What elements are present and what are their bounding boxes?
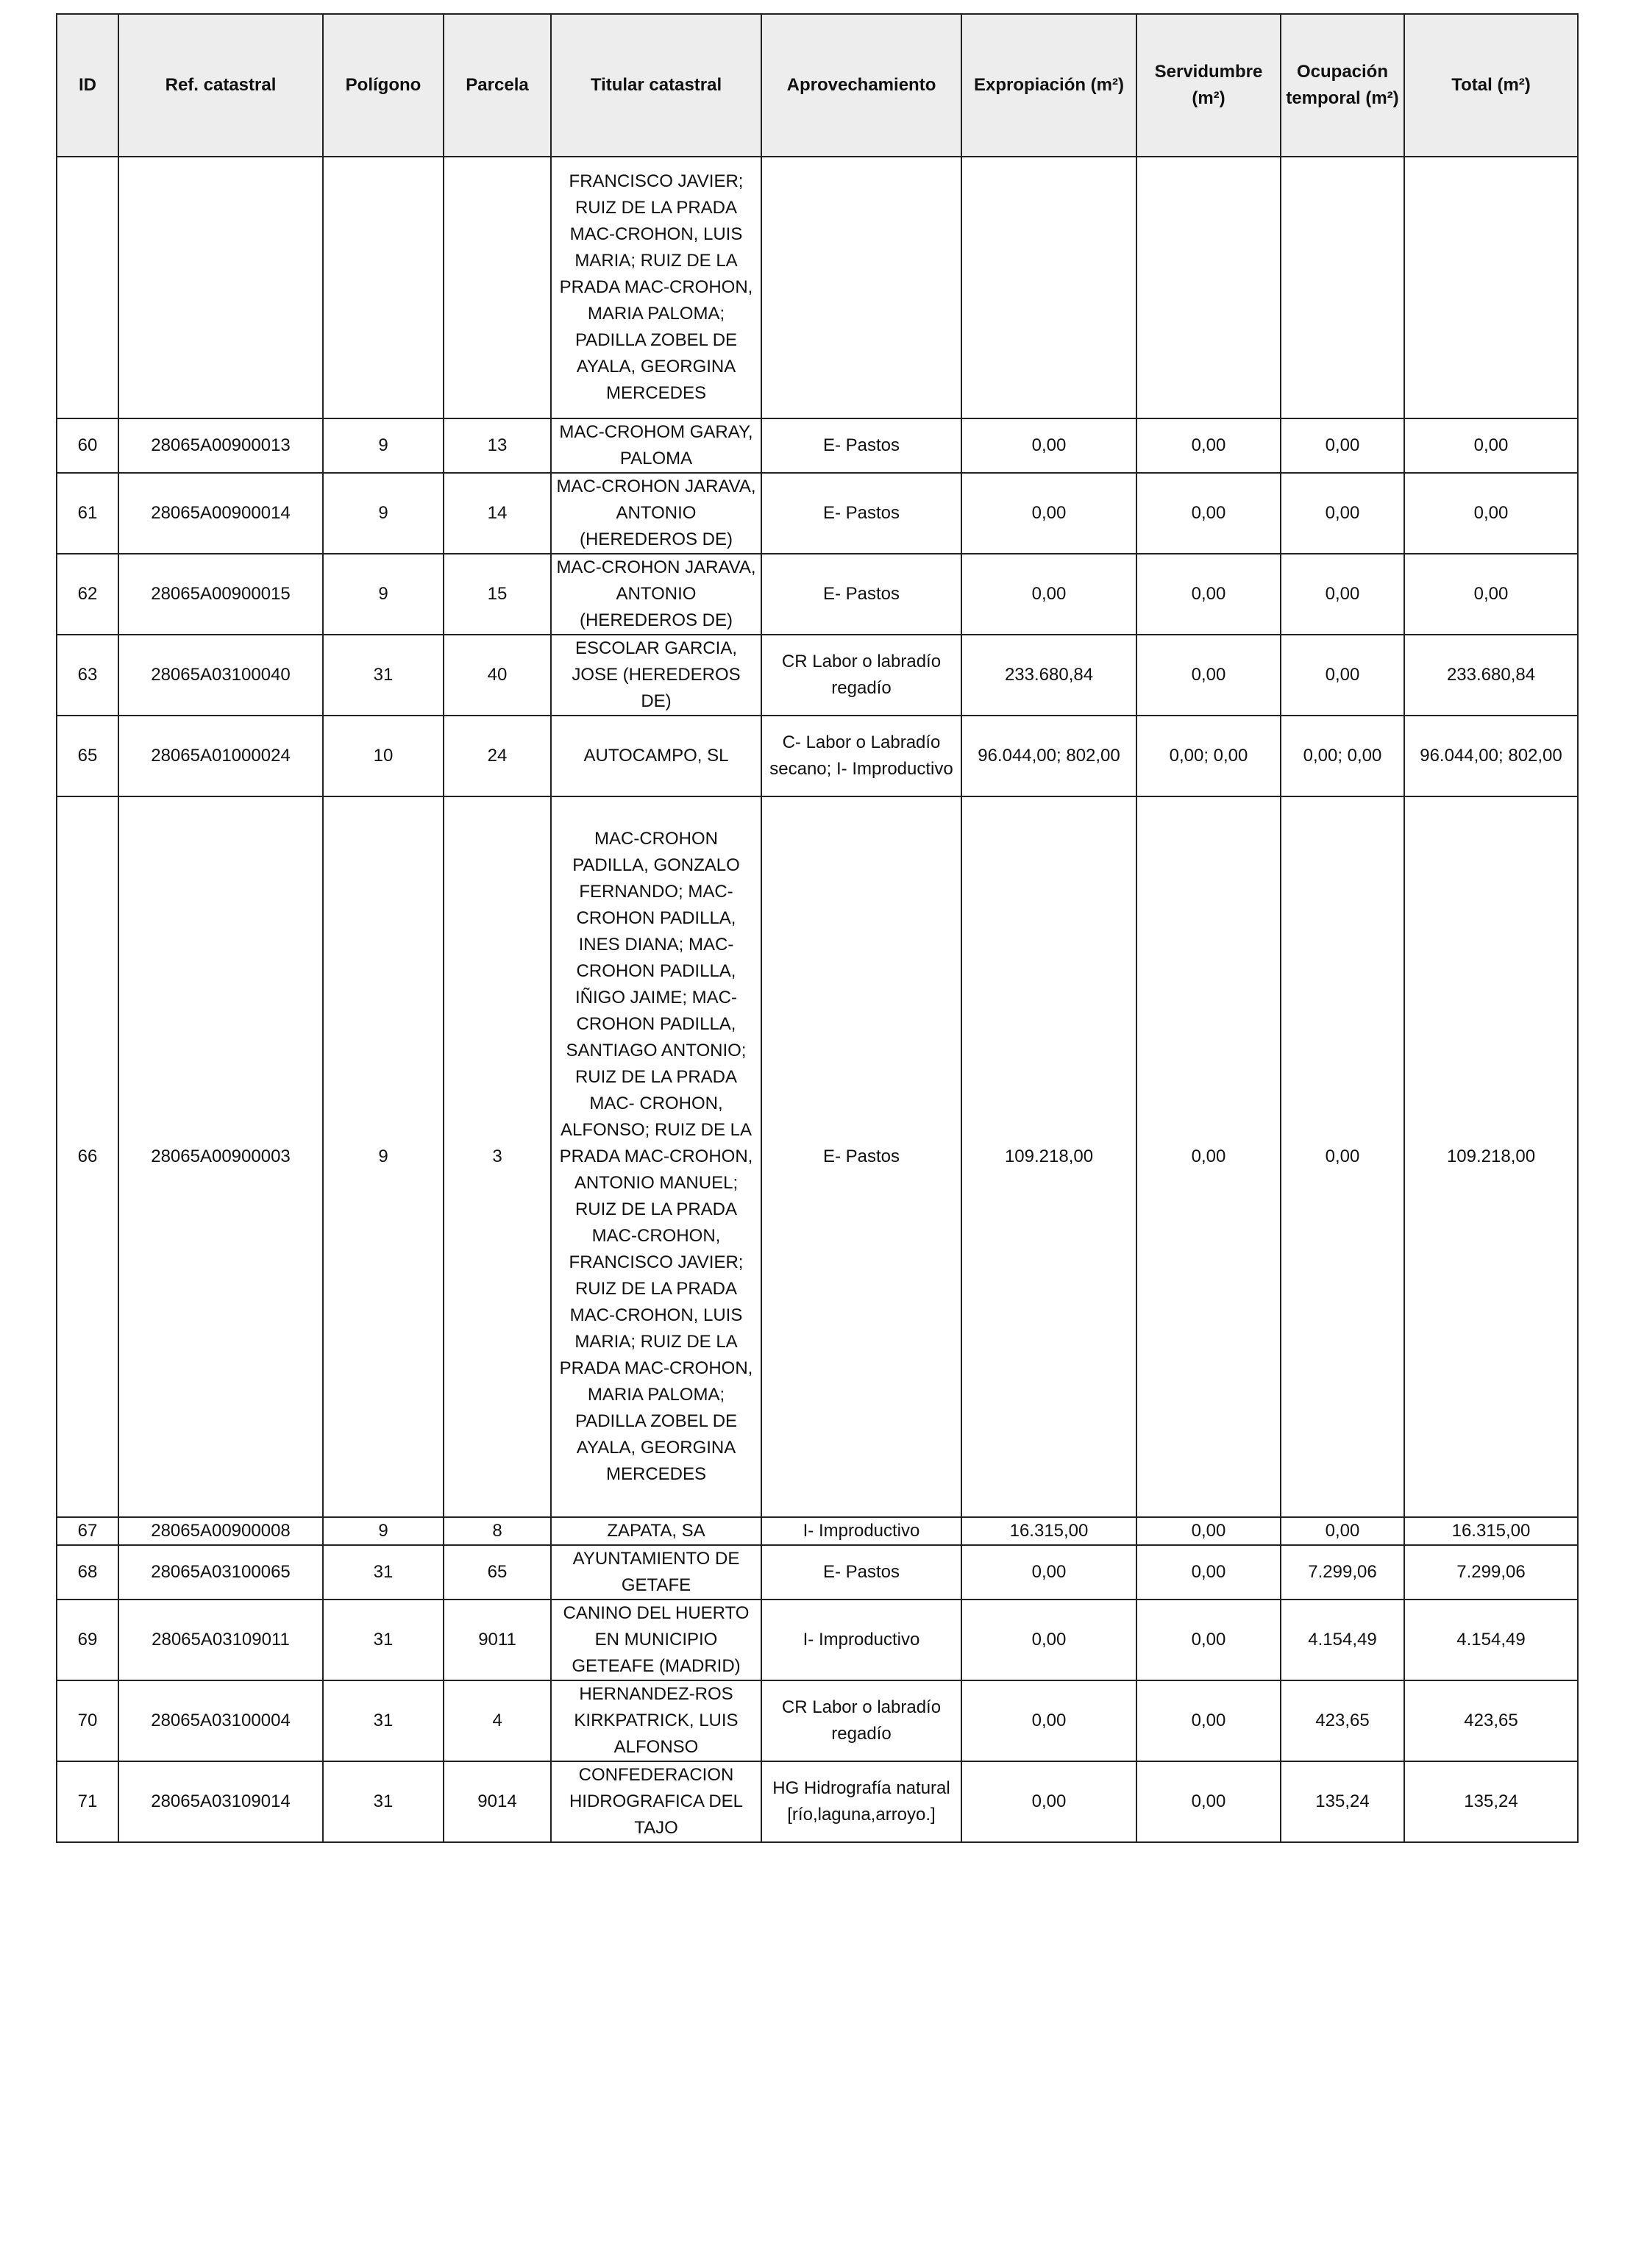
cell-poligono: 9 (323, 554, 444, 635)
cell-servidumbre: 0,00 (1136, 1680, 1281, 1761)
cell-ocupacion-temporal: 0,00; 0,00 (1281, 716, 1404, 796)
cell-titular: ZAPATA, SA (551, 1517, 761, 1545)
header-poligono: Polígono (323, 14, 444, 157)
cell-ocupacion-temporal: 135,24 (1281, 1761, 1404, 1842)
cell-poligono: 31 (323, 1545, 444, 1600)
cell-total: 423,65 (1404, 1680, 1578, 1761)
cell-aprovechamiento: E- Pastos (761, 796, 961, 1517)
table-row (57, 554, 1578, 635)
cell-servidumbre: 0,00 (1136, 635, 1281, 716)
cell-servidumbre: 0,00 (1136, 1545, 1281, 1600)
cell-servidumbre: 0,00 (1136, 554, 1281, 635)
cell-parcela (444, 157, 551, 418)
cell-total: 4.154,49 (1404, 1600, 1578, 1680)
cell-parcela: 8 (444, 1517, 551, 1545)
header-total: Total (m²) (1404, 14, 1578, 157)
cell-id (57, 157, 118, 418)
cell-titular: MAC-CROHOM GARAY, PALOMA (551, 418, 761, 473)
cell-aprovechamiento: E- Pastos (761, 1545, 961, 1600)
cell-poligono: 31 (323, 1761, 444, 1842)
cell-total: 0,00 (1404, 473, 1578, 554)
cell-expropiacion: 233.680,84 (961, 635, 1136, 716)
header-id: ID (57, 14, 118, 157)
header-expropiacion: Expropiación (m²) (961, 14, 1136, 157)
cell-servidumbre: 0,00 (1136, 1600, 1281, 1680)
cell-servidumbre: 0,00 (1136, 1761, 1281, 1842)
cell-total: 109.218,00 (1404, 796, 1578, 1517)
cell-servidumbre: 0,00 (1136, 418, 1281, 473)
cell-titular: CONFEDERACION HIDROGRAFICA DEL TAJO (551, 1761, 761, 1842)
cell-parcela: 9014 (444, 1761, 551, 1842)
cell-parcela: 9011 (444, 1600, 551, 1680)
table-row (57, 1761, 1578, 1842)
cell-ref-catastral: 28065A03100004 (118, 1680, 323, 1761)
cell-poligono: 9 (323, 418, 444, 473)
cell-expropiacion: 96.044,00; 802,00 (961, 716, 1136, 796)
cell-aprovechamiento: I- Improductivo (761, 1600, 961, 1680)
cell-expropiacion: 16.315,00 (961, 1517, 1136, 1545)
cell-total: 0,00 (1404, 554, 1578, 635)
cell-expropiacion: 0,00 (961, 1600, 1136, 1680)
header-ocupacion-temporal: Ocupación temporal (m²) (1281, 14, 1404, 157)
cell-servidumbre: 0,00 (1136, 1517, 1281, 1545)
cell-ref-catastral: 28065A03100065 (118, 1545, 323, 1600)
header-titular: Titular catastral (551, 14, 761, 157)
cell-poligono (323, 157, 444, 418)
cell-parcela: 40 (444, 635, 551, 716)
cell-ref-catastral: 28065A01000024 (118, 716, 323, 796)
cell-ref-catastral: 28065A00900003 (118, 796, 323, 1517)
cell-ref-catastral: 28065A00900008 (118, 1517, 323, 1545)
cell-aprovechamiento: E- Pastos (761, 554, 961, 635)
cell-ocupacion-temporal: 0,00 (1281, 796, 1404, 1517)
cell-aprovechamiento: CR Labor o labradío regadío (761, 1680, 961, 1761)
cell-ocupacion-temporal (1281, 157, 1404, 418)
cell-ref-catastral: 28065A00900013 (118, 418, 323, 473)
cell-poligono: 31 (323, 1680, 444, 1761)
cell-id: 60 (57, 418, 118, 473)
cell-titular: AYUNTAMIENTO DE GETAFE (551, 1545, 761, 1600)
cell-total: 7.299,06 (1404, 1545, 1578, 1600)
cell-aprovechamiento: I- Improductivo (761, 1517, 961, 1545)
cell-titular: MAC-CROHON JARAVA, ANTONIO (HEREDEROS DE) (551, 473, 761, 554)
table-row (57, 1517, 1578, 1545)
cell-servidumbre: 0,00; 0,00 (1136, 716, 1281, 796)
table-row (57, 157, 1578, 418)
header-ref-catastral: Ref. catastral (118, 14, 323, 157)
table-row (57, 716, 1578, 796)
cell-total (1404, 157, 1578, 418)
cell-expropiacion: 0,00 (961, 418, 1136, 473)
cell-titular: ESCOLAR GARCIA, JOSE (HEREDEROS DE) (551, 635, 761, 716)
cell-aprovechamiento: HG Hidrografía natural [río,laguna,arroyo.] (761, 1761, 961, 1842)
cell-ocupacion-temporal: 0,00 (1281, 418, 1404, 473)
cell-aprovechamiento: E- Pastos (761, 473, 961, 554)
table-row (57, 796, 1578, 1517)
cell-aprovechamiento: C- Labor o Labradío secano; I- Improductivo (761, 716, 961, 796)
header-aprovechamiento: Aprovechamiento (761, 14, 961, 157)
table-row (57, 418, 1578, 473)
cell-id: 61 (57, 473, 118, 554)
cell-parcela: 65 (444, 1545, 551, 1600)
cell-id: 70 (57, 1680, 118, 1761)
cell-servidumbre: 0,00 (1136, 796, 1281, 1517)
cell-id: 66 (57, 796, 118, 1517)
table-row (57, 635, 1578, 716)
table-row (57, 473, 1578, 554)
table-header-row (57, 14, 1578, 157)
cell-total: 0,00 (1404, 418, 1578, 473)
cell-ref-catastral: 28065A00900014 (118, 473, 323, 554)
cell-titular: MAC-CROHON JARAVA, ANTONIO (HEREDEROS DE) (551, 554, 761, 635)
header-servidumbre: Servidumbre (m²) (1136, 14, 1281, 157)
cell-parcela: 14 (444, 473, 551, 554)
cell-ocupacion-temporal: 7.299,06 (1281, 1545, 1404, 1600)
cell-titular: CANINO DEL HUERTO EN MUNICIPIO GETEAFE (MADRID) (551, 1600, 761, 1680)
cell-servidumbre (1136, 157, 1281, 418)
table-body (57, 157, 1578, 1842)
cell-expropiacion: 109.218,00 (961, 796, 1136, 1517)
cell-ocupacion-temporal: 0,00 (1281, 635, 1404, 716)
cell-parcela: 13 (444, 418, 551, 473)
cell-id: 62 (57, 554, 118, 635)
cell-aprovechamiento: CR Labor o labradío regadío (761, 635, 961, 716)
cell-ref-catastral: 28065A03109011 (118, 1600, 323, 1680)
cell-id: 68 (57, 1545, 118, 1600)
cell-ocupacion-temporal: 4.154,49 (1281, 1600, 1404, 1680)
table-row (57, 1545, 1578, 1600)
cell-total: 16.315,00 (1404, 1517, 1578, 1545)
cell-aprovechamiento (761, 157, 961, 418)
cell-total: 135,24 (1404, 1761, 1578, 1842)
cell-ref-catastral: 28065A03100040 (118, 635, 323, 716)
cell-poligono: 9 (323, 473, 444, 554)
cell-id: 63 (57, 635, 118, 716)
cell-titular: MAC-CROHON PADILLA, GONZALO FERNANDO; MAC-CROHON PADILLA, INES DIANA; MAC-CROHON PADILLA, IÑIGO JAIME; MAC-CROHON PADILLA, SANTIAGO ANTONIO; RUIZ DE LA PRADA MAC- CROHON, ALFONSO; RUIZ DE LA PRADA MAC-CROHON, ANTONIO MANUEL; RUIZ DE LA PRADA MAC-CROHON, FRANCISCO JAVIER; RUIZ DE LA PRADA MAC-CROHON, LUIS MARIA; RUIZ DE LA PRADA MAC-CROHON, MARIA PALOMA; PADILLA ZOBEL DE AYALA, GEORGINA MERCEDES (551, 796, 761, 1517)
cell-total: 233.680,84 (1404, 635, 1578, 716)
cell-id: 67 (57, 1517, 118, 1545)
cell-parcela: 24 (444, 716, 551, 796)
cell-expropiacion: 0,00 (961, 473, 1136, 554)
cell-titular: HERNANDEZ-ROS KIRKPATRICK, LUIS ALFONSO (551, 1680, 761, 1761)
cell-ref-catastral: 28065A00900015 (118, 554, 323, 635)
cell-titular: FRANCISCO JAVIER; RUIZ DE LA PRADA MAC-CROHON, LUIS MARIA; RUIZ DE LA PRADA MAC-CROHON, MARIA PALOMA; PADILLA ZOBEL DE AYALA, GEORGINA MERCEDES (551, 157, 761, 418)
table-row (57, 1680, 1578, 1761)
expropriation-table (56, 13, 1579, 1843)
cell-ref-catastral (118, 157, 323, 418)
cell-ocupacion-temporal: 423,65 (1281, 1680, 1404, 1761)
cell-expropiacion (961, 157, 1136, 418)
cell-ref-catastral: 28065A03109014 (118, 1761, 323, 1842)
cell-id: 69 (57, 1600, 118, 1680)
cell-titular: AUTOCAMPO, SL (551, 716, 761, 796)
cell-parcela: 15 (444, 554, 551, 635)
cell-total: 96.044,00; 802,00 (1404, 716, 1578, 796)
cell-expropiacion: 0,00 (961, 1545, 1136, 1600)
cell-parcela: 3 (444, 796, 551, 1517)
cell-aprovechamiento: E- Pastos (761, 418, 961, 473)
cell-servidumbre: 0,00 (1136, 473, 1281, 554)
cell-poligono: 31 (323, 635, 444, 716)
cell-expropiacion: 0,00 (961, 1680, 1136, 1761)
cell-poligono: 10 (323, 716, 444, 796)
table-row (57, 1600, 1578, 1680)
cell-ocupacion-temporal: 0,00 (1281, 554, 1404, 635)
cell-id: 71 (57, 1761, 118, 1842)
header-parcela: Parcela (444, 14, 551, 157)
cell-expropiacion: 0,00 (961, 554, 1136, 635)
cell-ocupacion-temporal: 0,00 (1281, 1517, 1404, 1545)
cell-poligono: 9 (323, 796, 444, 1517)
cell-id: 65 (57, 716, 118, 796)
cell-ocupacion-temporal: 0,00 (1281, 473, 1404, 554)
cell-parcela: 4 (444, 1680, 551, 1761)
cell-poligono: 31 (323, 1600, 444, 1680)
cell-expropiacion: 0,00 (961, 1761, 1136, 1842)
cell-poligono: 9 (323, 1517, 444, 1545)
